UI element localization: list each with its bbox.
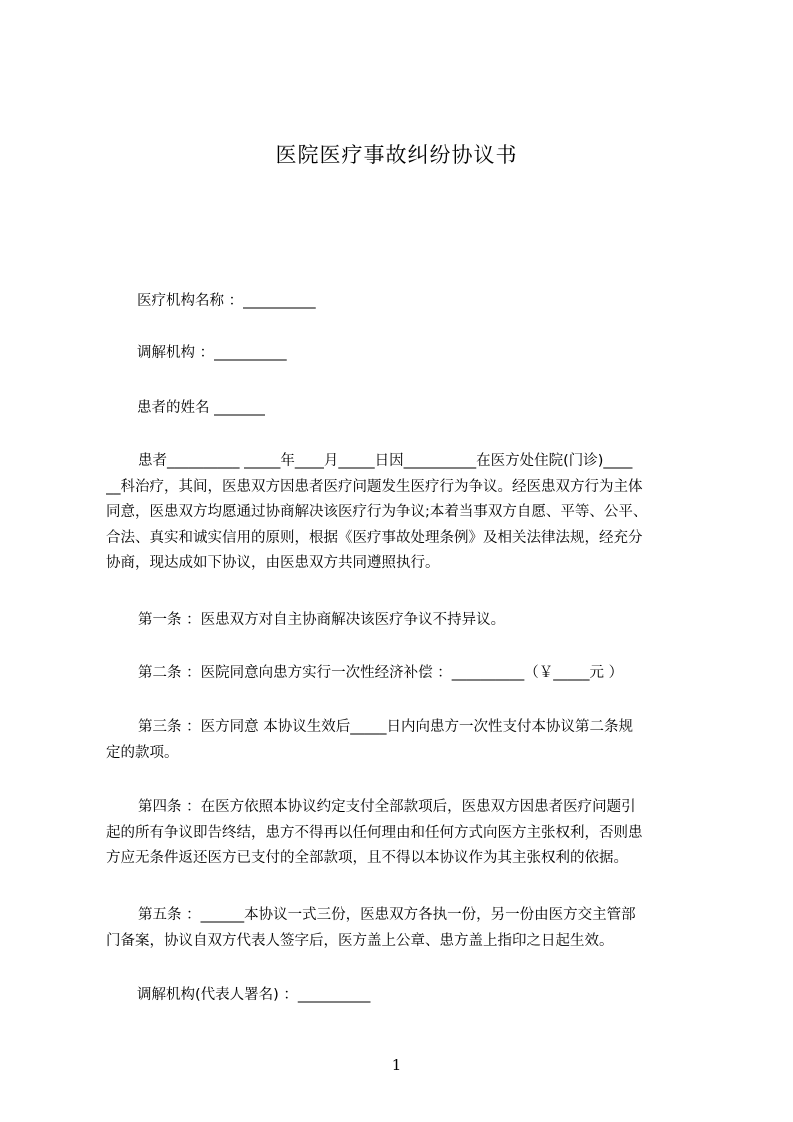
text-line: 患者__________ _____年____月_____日因__________在医方处住院(门诊)____	[138, 453, 633, 469]
article-1	[106, 608, 702, 634]
text-line: 第一条 ：医患双方对自主协商解决该医疗争议不持异议。	[138, 612, 506, 628]
patient-name-field: 患者的姓名 _______	[137, 400, 265, 416]
document-title: 医院医疗事故纠纷协议书	[275, 143, 518, 167]
text-line: __科治疗，其间，医患双方因患者医疗问题发生医疗行为争议。经医患双方行为主体	[106, 478, 643, 495]
article-5	[106, 903, 702, 954]
text-line: 合法、真实和诚实信用的原则，根据《医疗事故处理条例》及相关法律法规，经充分	[106, 529, 643, 546]
text-line: 第五条 ：______本协议一式三份，医患双方各执一份，另一份由医方交主管部	[138, 907, 636, 923]
text-line: 第四条 ：在医方依照本协议约定支付全部款项后，医患双方因患者医疗问题引	[138, 799, 636, 815]
article-3	[106, 715, 702, 766]
text-line: 方应无条件返还医方已支付的全部款项，且不得以本协议作为其主张权利的依据。	[106, 850, 628, 866]
text-line: 门备案，协议自双方代表人签字后，医方盖上公章、患方盖上指印之日起生效。	[106, 932, 614, 949]
article-4	[106, 795, 702, 872]
article-2	[106, 661, 702, 687]
text-line: 定的款项。	[106, 744, 179, 761]
text-line: 第二条 ：医院同意向患方实行一次性经济补偿 ：__________（￥_____元 ）	[138, 665, 624, 681]
page-number: 1	[391, 1056, 402, 1074]
mediation-org-field: 调解机构 ：__________	[137, 345, 287, 361]
institution-name-field: 医疗机构名称 ：__________	[137, 293, 316, 309]
text-line: 起的所有争议即告终结，患方不得再以任何理由和任何方式向医方主张权利，否则患	[106, 824, 643, 841]
intro-paragraph	[106, 449, 702, 577]
text-line: 协商，现达成如下协议，由医患双方共同遵照执行。	[106, 555, 440, 571]
text-line: 同意，医患双方均愿通过协商解决该医疗行为争议;本着当事双方自愿、平等、公平、	[106, 504, 648, 520]
mediation-signature-field: 调解机构(代表人署名) ：__________	[137, 987, 371, 1003]
text-line: 第三条 ：医方同意 本协议生效后_____日内向患方一次性支付本协议第二条规	[138, 719, 633, 735]
